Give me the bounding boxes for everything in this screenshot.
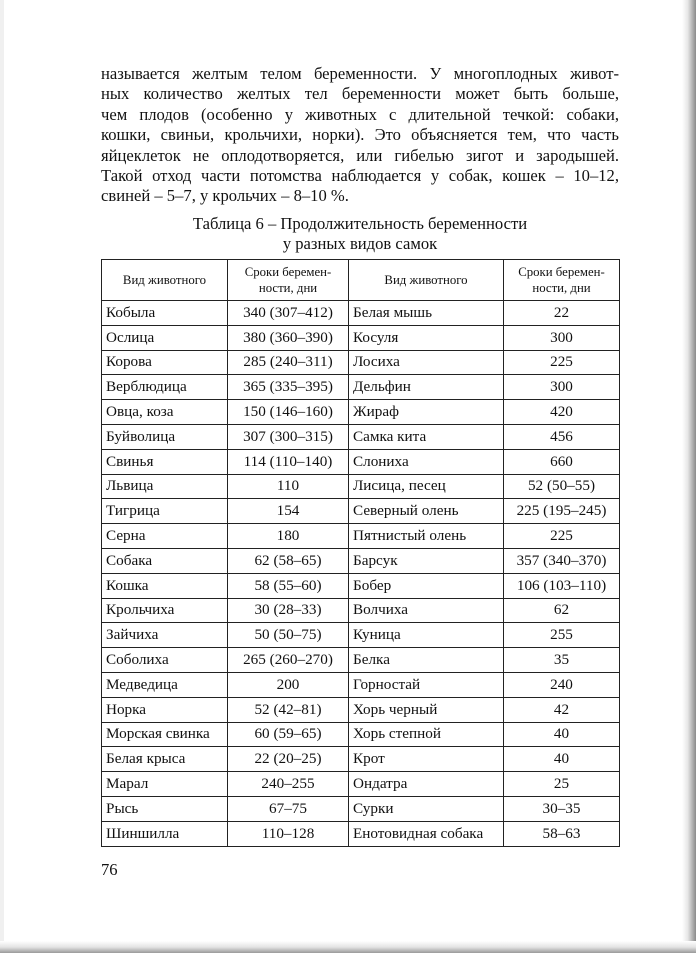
table-row bbox=[102, 598, 620, 623]
duration-right-cell: 35 bbox=[504, 648, 620, 673]
table-row bbox=[102, 623, 620, 648]
animal-right-cell: Самка кита bbox=[349, 424, 504, 449]
duration-left-cell: 285 (240–311) bbox=[228, 350, 349, 375]
animal-left-cell: Соболиха bbox=[102, 648, 228, 673]
animal-left-cell: Медведица bbox=[102, 672, 228, 697]
duration-right-cell: 225 bbox=[504, 350, 620, 375]
animal-right-cell: Косуля bbox=[349, 325, 504, 350]
animal-left-cell: Марал bbox=[102, 772, 228, 797]
duration-left-cell: 265 (260–270) bbox=[228, 648, 349, 673]
header-animal-right: Вид животного bbox=[349, 260, 504, 301]
animal-left-cell: Ослица bbox=[102, 325, 228, 350]
duration-right-cell: 300 bbox=[504, 325, 620, 350]
animal-left-cell: Кобыла bbox=[102, 301, 228, 326]
table-row bbox=[102, 375, 620, 400]
table-row bbox=[102, 821, 620, 846]
duration-right-cell: 52 (50–55) bbox=[504, 474, 620, 499]
duration-right-cell: 40 bbox=[504, 747, 620, 772]
animal-right-cell: Хорь степной bbox=[349, 722, 504, 747]
animal-left-cell: Рысь bbox=[102, 796, 228, 821]
duration-left-cell: 114 (110–140) bbox=[228, 449, 349, 474]
paragraph-line: Такой отход части потомства наблюдается у собак, кошек – 10–12, bbox=[101, 166, 619, 186]
animal-left-cell: Корова bbox=[102, 350, 228, 375]
duration-left-cell: 180 bbox=[228, 524, 349, 549]
duration-right-cell: 357 (340–370) bbox=[504, 548, 620, 573]
animal-left-cell: Львица bbox=[102, 474, 228, 499]
duration-left-cell: 110–128 bbox=[228, 821, 349, 846]
body-paragraph bbox=[101, 64, 619, 207]
animal-left-cell: Шиншилла bbox=[102, 821, 228, 846]
table-row bbox=[102, 325, 620, 350]
page-edge-bottom bbox=[0, 941, 696, 953]
table-row bbox=[102, 350, 620, 375]
duration-right-cell: 106 (103–110) bbox=[504, 573, 620, 598]
duration-right-cell: 225 (195–245) bbox=[504, 499, 620, 524]
table-row bbox=[102, 747, 620, 772]
animal-left-cell: Зайчиха bbox=[102, 623, 228, 648]
duration-left-cell: 52 (42–81) bbox=[228, 697, 349, 722]
animal-left-cell: Серна bbox=[102, 524, 228, 549]
animal-right-cell: Горностай bbox=[349, 672, 504, 697]
table-row bbox=[102, 672, 620, 697]
animal-right-cell: Белая мышь bbox=[349, 301, 504, 326]
animal-right-cell: Крот bbox=[349, 747, 504, 772]
table-row bbox=[102, 449, 620, 474]
duration-left-cell: 380 (360–390) bbox=[228, 325, 349, 350]
animal-right-cell: Белка bbox=[349, 648, 504, 673]
animal-right-cell: Барсук bbox=[349, 548, 504, 573]
table-row bbox=[102, 424, 620, 449]
duration-right-cell: 660 bbox=[504, 449, 620, 474]
animal-left-cell: Крольчиха bbox=[102, 598, 228, 623]
animal-right-cell: Енотовидная собака bbox=[349, 821, 504, 846]
animal-right-cell: Северный олень bbox=[349, 499, 504, 524]
animal-left-cell: Свинья bbox=[102, 449, 228, 474]
table-caption bbox=[101, 214, 619, 255]
duration-right-cell: 225 bbox=[504, 524, 620, 549]
duration-left-cell: 200 bbox=[228, 672, 349, 697]
duration-right-cell: 255 bbox=[504, 623, 620, 648]
duration-left-cell: 340 (307–412) bbox=[228, 301, 349, 326]
animal-right-cell: Жираф bbox=[349, 400, 504, 425]
table-row bbox=[102, 499, 620, 524]
table-row bbox=[102, 301, 620, 326]
table-row bbox=[102, 796, 620, 821]
duration-right-cell: 40 bbox=[504, 722, 620, 747]
table-header-row bbox=[102, 260, 620, 301]
animal-right-cell: Ондатра bbox=[349, 772, 504, 797]
page-number: 76 bbox=[101, 860, 118, 879]
duration-right-cell: 22 bbox=[504, 301, 620, 326]
animal-left-cell: Морская свинка bbox=[102, 722, 228, 747]
table-caption-line: Таблица 6 – Продолжительность беременности bbox=[192, 214, 528, 233]
animal-right-cell: Хорь черный bbox=[349, 697, 504, 722]
header-animal-left: Вид животного bbox=[102, 260, 228, 301]
paragraph-line: яйцеклеток не оплодотворяется, или гибелью зигот и зародышей. bbox=[101, 145, 619, 165]
animal-right-cell: Дельфин bbox=[349, 375, 504, 400]
animal-left-cell: Белая крыса bbox=[102, 747, 228, 772]
duration-left-cell: 58 (55–60) bbox=[228, 573, 349, 598]
table-row bbox=[102, 648, 620, 673]
animal-left-cell: Кошка bbox=[102, 573, 228, 598]
duration-left-cell: 150 (146–160) bbox=[228, 400, 349, 425]
animal-right-cell: Пятнистый олень bbox=[349, 524, 504, 549]
table-row bbox=[102, 772, 620, 797]
duration-left-cell: 110 bbox=[228, 474, 349, 499]
duration-left-cell: 67–75 bbox=[228, 796, 349, 821]
duration-right-cell: 300 bbox=[504, 375, 620, 400]
table-row bbox=[102, 697, 620, 722]
animal-left-cell: Буйволица bbox=[102, 424, 228, 449]
table-row bbox=[102, 722, 620, 747]
duration-left-cell: 62 (58–65) bbox=[228, 548, 349, 573]
paragraph-line: кошки, свиньи, крольчихи, норки). Это объясняется тем, что часть bbox=[101, 125, 619, 145]
table-row bbox=[102, 474, 620, 499]
header-duration-left: Сроки беремен-ности, дни bbox=[228, 260, 349, 301]
animal-right-cell: Куница bbox=[349, 623, 504, 648]
duration-left-cell: 22 (20–25) bbox=[228, 747, 349, 772]
animal-left-cell: Верблюдица bbox=[102, 375, 228, 400]
animal-left-cell: Тигрица bbox=[102, 499, 228, 524]
paragraph-line: свиней – 5–7, у крольчих – 8–10 %. bbox=[101, 186, 349, 206]
duration-right-cell: 62 bbox=[504, 598, 620, 623]
header-duration-right: Сроки беремен-ности, дни bbox=[504, 260, 620, 301]
table-row bbox=[102, 524, 620, 549]
animal-right-cell: Сурки bbox=[349, 796, 504, 821]
animal-right-cell: Бобер bbox=[349, 573, 504, 598]
paragraph-line: ных количество желтых тел беременности может быть больше, bbox=[101, 84, 619, 104]
animal-right-cell: Лисица, песец bbox=[349, 474, 504, 499]
duration-left-cell: 240–255 bbox=[228, 772, 349, 797]
duration-right-cell: 420 bbox=[504, 400, 620, 425]
duration-right-cell: 25 bbox=[504, 772, 620, 797]
animal-left-cell: Овца, коза bbox=[102, 400, 228, 425]
table-row bbox=[102, 400, 620, 425]
duration-left-cell: 60 (59–65) bbox=[228, 722, 349, 747]
page-edge-left bbox=[0, 0, 4, 953]
duration-left-cell: 30 (28–33) bbox=[228, 598, 349, 623]
duration-left-cell: 50 (50–75) bbox=[228, 623, 349, 648]
duration-right-cell: 30–35 bbox=[504, 796, 620, 821]
paragraph-line: называется желтым телом беременности. У многоплодных живот- bbox=[101, 64, 619, 83]
table-row bbox=[102, 573, 620, 598]
paragraph-line: чем плодов (особенно у животных с длительной течкой: собаки, bbox=[101, 104, 619, 124]
animal-left-cell: Норка bbox=[102, 697, 228, 722]
duration-right-cell: 58–63 bbox=[504, 821, 620, 846]
duration-right-cell: 456 bbox=[504, 424, 620, 449]
animal-right-cell: Лосиха bbox=[349, 350, 504, 375]
duration-left-cell: 307 (300–315) bbox=[228, 424, 349, 449]
animal-right-cell: Волчиха bbox=[349, 598, 504, 623]
duration-right-cell: 240 bbox=[504, 672, 620, 697]
gestation-table bbox=[101, 259, 620, 847]
duration-left-cell: 365 (335–395) bbox=[228, 375, 349, 400]
duration-left-cell: 154 bbox=[228, 499, 349, 524]
animal-left-cell: Собака bbox=[102, 548, 228, 573]
table-row bbox=[102, 548, 620, 573]
page-edge-right bbox=[682, 0, 696, 953]
table-caption-line: у разных видов самок bbox=[282, 234, 438, 254]
duration-right-cell: 42 bbox=[504, 697, 620, 722]
animal-right-cell: Слониха bbox=[349, 449, 504, 474]
